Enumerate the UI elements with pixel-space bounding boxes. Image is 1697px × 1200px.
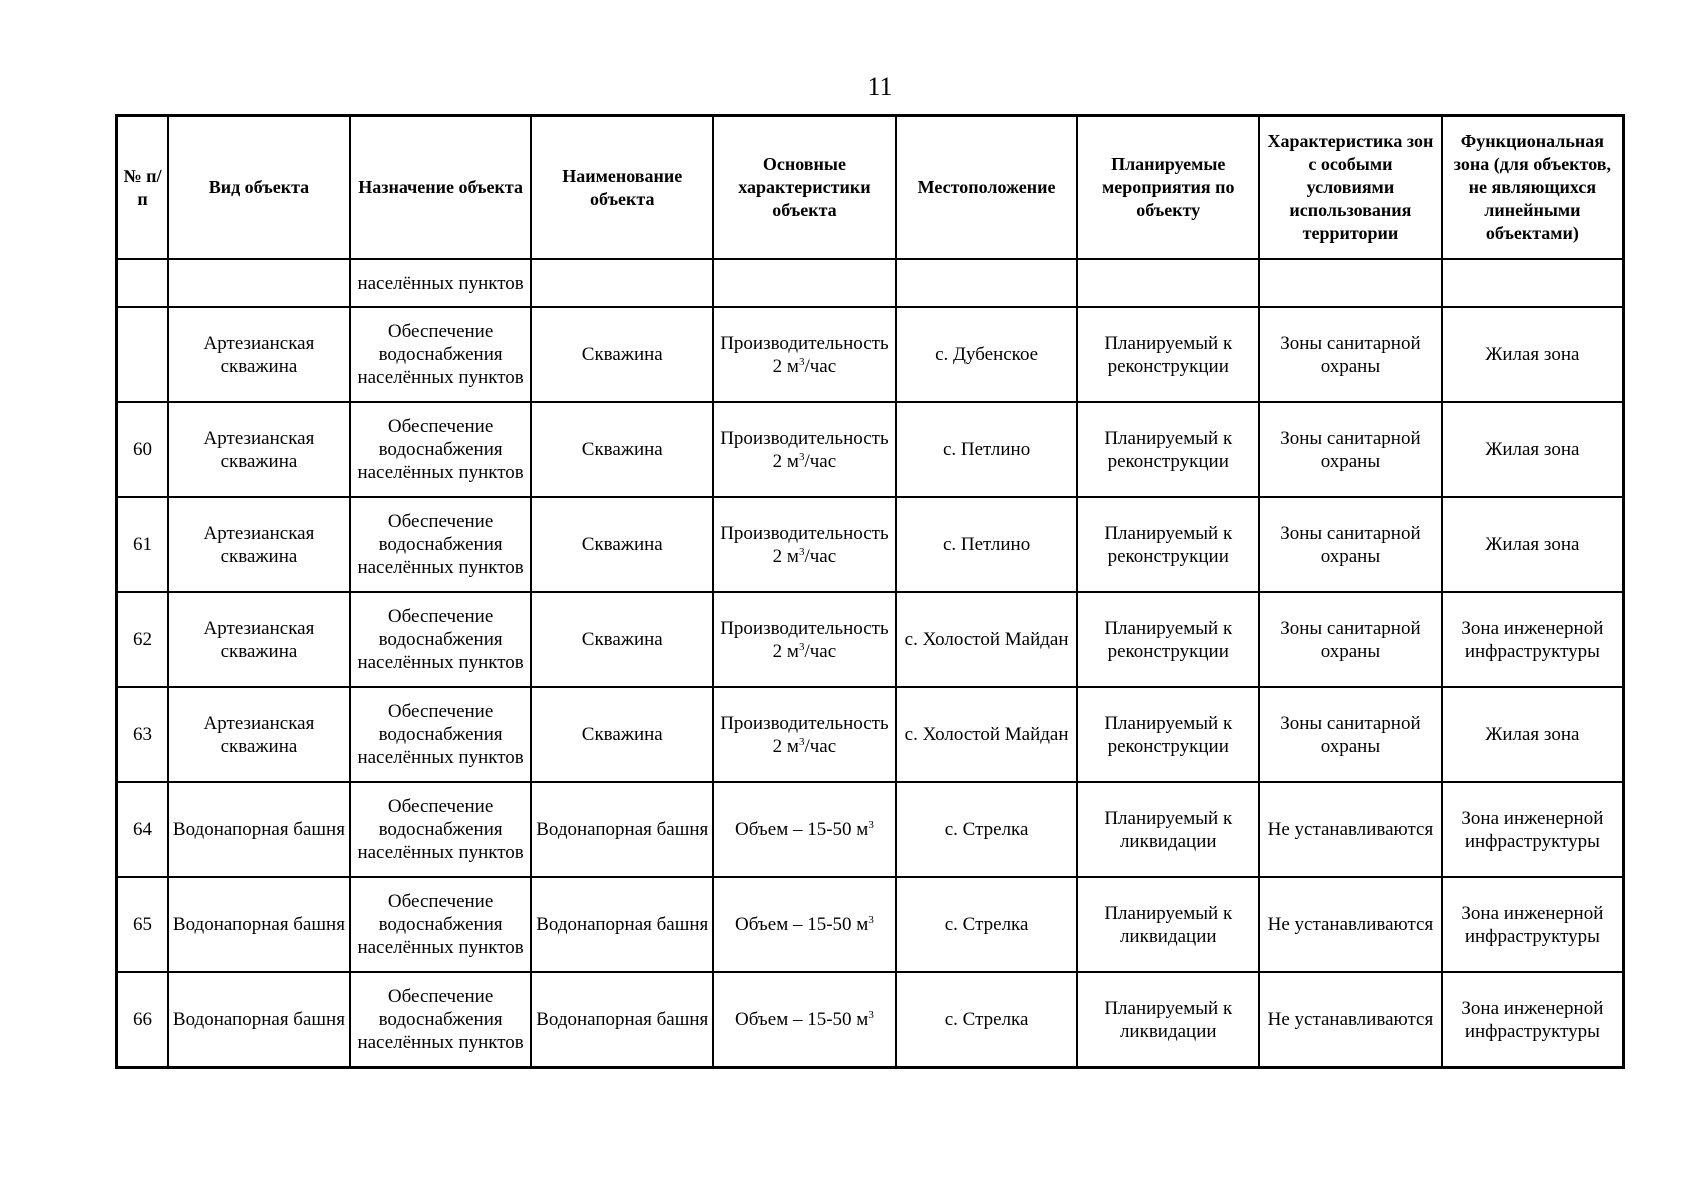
cell-name: Скважина bbox=[531, 307, 713, 402]
cell-zones: Зоны санитарной охраны bbox=[1259, 402, 1442, 497]
characteristics-superscript: 3 bbox=[798, 355, 805, 368]
table-row bbox=[117, 687, 1624, 782]
characteristics-unit: /час bbox=[804, 640, 837, 662]
table-body bbox=[117, 259, 1624, 1068]
cell-functional-zone: Зона инженерной инфраструктуры bbox=[1442, 877, 1624, 972]
cell-num: 65 bbox=[117, 877, 169, 972]
cell-purpose: населённых пунктов bbox=[350, 259, 532, 307]
header-zones: Характеристика зон с особыми условиями использования территории bbox=[1259, 116, 1442, 260]
cell-characteristics bbox=[713, 972, 896, 1068]
cell-kind: Артезианская скважина bbox=[168, 592, 350, 687]
cell-location: с. Стрелка bbox=[896, 877, 1078, 972]
header-location: Местоположение bbox=[896, 116, 1078, 260]
cell-planned: Планируемый к реконструкции bbox=[1077, 687, 1259, 782]
table-row bbox=[117, 307, 1624, 402]
table-row bbox=[117, 782, 1624, 877]
characteristics-text: Производительность 2 м bbox=[720, 332, 889, 377]
cell-purpose: Обеспечение водоснабжения населённых пунктов bbox=[350, 877, 532, 972]
cell-name: Водонапорная башня bbox=[531, 877, 713, 972]
cell-name: Водонапорная башня bbox=[531, 972, 713, 1068]
characteristics-unit: /час bbox=[804, 355, 837, 377]
cell-characteristics bbox=[713, 259, 896, 307]
cell-name: Скважина bbox=[531, 687, 713, 782]
cell-functional-zone: Зона инженерной инфраструктуры bbox=[1442, 972, 1624, 1068]
cell-functional-zone: Жилая зона bbox=[1442, 402, 1624, 497]
cell-planned: Планируемый к реконструкции bbox=[1077, 402, 1259, 497]
cell-planned bbox=[1077, 259, 1259, 307]
cell-characteristics bbox=[713, 592, 896, 687]
cell-name: Скважина bbox=[531, 497, 713, 592]
cell-planned: Планируемый к ликвидации bbox=[1077, 877, 1259, 972]
header-purpose: Назначение объекта bbox=[350, 116, 532, 260]
characteristics-superscript: 3 bbox=[798, 735, 805, 748]
cell-zones: Зоны санитарной охраны bbox=[1259, 687, 1442, 782]
cell-zones: Зоны санитарной охраны bbox=[1259, 307, 1442, 402]
cell-kind: Водонапорная башня bbox=[168, 972, 350, 1068]
cell-purpose: Обеспечение водоснабжения населённых пунктов bbox=[350, 402, 532, 497]
cell-purpose: Обеспечение водоснабжения населённых пунктов bbox=[350, 782, 532, 877]
header-functional-zone: Функциональная зона (для объектов, не являющихся линейными объектами) bbox=[1442, 116, 1624, 260]
characteristics-superscript: 3 bbox=[868, 1009, 874, 1021]
characteristics-unit: /час bbox=[804, 735, 837, 757]
characteristics-text: Производительность 2 м bbox=[720, 712, 889, 757]
cell-location: с. Петлино bbox=[896, 402, 1078, 497]
table-row bbox=[117, 972, 1624, 1068]
cell-zones: Зоны санитарной охраны bbox=[1259, 497, 1442, 592]
header-name: Наименование объекта bbox=[531, 116, 713, 260]
characteristics-superscript: 3 bbox=[798, 450, 805, 463]
cell-kind: Артезианская скважина bbox=[168, 497, 350, 592]
header-num: № п/п bbox=[117, 116, 169, 260]
cell-functional-zone: Жилая зона bbox=[1442, 307, 1624, 402]
cell-functional-zone: Жилая зона bbox=[1442, 687, 1624, 782]
cell-purpose: Обеспечение водоснабжения населённых пунктов bbox=[350, 687, 532, 782]
characteristics-text: Производительность 2 м bbox=[720, 617, 889, 662]
cell-characteristics bbox=[713, 307, 896, 402]
cell-name: Скважина bbox=[531, 402, 713, 497]
cell-planned: Планируемый к реконструкции bbox=[1077, 592, 1259, 687]
characteristics-superscript: 3 bbox=[868, 914, 874, 926]
continuation-row bbox=[117, 259, 1624, 307]
cell-num: 66 bbox=[117, 972, 169, 1068]
cell-num: 64 bbox=[117, 782, 169, 877]
characteristics-superscript: 3 bbox=[798, 545, 805, 558]
characteristics-text: Производительность 2 м bbox=[720, 522, 889, 567]
cell-kind: Водонапорная башня bbox=[168, 877, 350, 972]
objects-table bbox=[115, 114, 1625, 1069]
characteristics-unit: /час bbox=[804, 545, 837, 567]
cell-characteristics bbox=[713, 402, 896, 497]
cell-characteristics bbox=[713, 687, 896, 782]
cell-zones: Не устанавливаются bbox=[1259, 782, 1442, 877]
header-row bbox=[117, 116, 1624, 260]
cell-characteristics bbox=[713, 497, 896, 592]
cell-zones: Зоны санитарной охраны bbox=[1259, 592, 1442, 687]
header-kind: Вид объекта bbox=[168, 116, 350, 260]
header-characteristics: Основные характеристики объекта bbox=[713, 116, 896, 260]
cell-purpose: Обеспечение водоснабжения населённых пунктов bbox=[350, 307, 532, 402]
cell-num bbox=[117, 307, 169, 402]
cell-name: Водонапорная башня bbox=[531, 782, 713, 877]
cell-num: 61 bbox=[117, 497, 169, 592]
cell-num bbox=[117, 259, 169, 307]
cell-kind: Артезианская скважина bbox=[168, 307, 350, 402]
characteristics-unit: /час bbox=[804, 450, 837, 472]
cell-kind bbox=[168, 259, 350, 307]
cell-kind: Водонапорная башня bbox=[168, 782, 350, 877]
cell-location: с. Дубенское bbox=[896, 307, 1078, 402]
cell-name bbox=[531, 259, 713, 307]
cell-purpose: Обеспечение водоснабжения населённых пунктов bbox=[350, 497, 532, 592]
characteristics-text: Производительность 2 м bbox=[720, 427, 889, 472]
cell-functional-zone: Жилая зона bbox=[1442, 497, 1624, 592]
table-header bbox=[117, 116, 1624, 260]
cell-functional-zone: Зона инженерной инфраструктуры bbox=[1442, 592, 1624, 687]
cell-num: 60 bbox=[117, 402, 169, 497]
cell-purpose: Обеспечение водоснабжения населённых пунктов bbox=[350, 592, 532, 687]
cell-characteristics bbox=[713, 782, 896, 877]
cell-characteristics bbox=[713, 877, 896, 972]
cell-planned: Планируемый к реконструкции bbox=[1077, 497, 1259, 592]
cell-location: с. Петлино bbox=[896, 497, 1078, 592]
cell-location: с. Стрелка bbox=[896, 782, 1078, 877]
cell-location: с. Стрелка bbox=[896, 972, 1078, 1068]
cell-functional-zone: Зона инженерной инфраструктуры bbox=[1442, 782, 1624, 877]
cell-zones bbox=[1259, 259, 1442, 307]
cell-num: 62 bbox=[117, 592, 169, 687]
cell-kind: Артезианская скважина bbox=[168, 402, 350, 497]
cell-name: Скважина bbox=[531, 592, 713, 687]
cell-planned: Планируемый к ликвидации bbox=[1077, 782, 1259, 877]
page-number: 11 bbox=[867, 72, 893, 101]
table-row bbox=[117, 592, 1624, 687]
cell-location: с. Холостой Майдан bbox=[896, 592, 1078, 687]
table-row bbox=[117, 497, 1624, 592]
cell-zones: Не устанавливаются bbox=[1259, 877, 1442, 972]
characteristics-text: Объем – 15-50 м bbox=[735, 819, 869, 840]
cell-functional-zone bbox=[1442, 259, 1624, 307]
table-row bbox=[117, 877, 1624, 972]
cell-planned: Планируемый к реконструкции bbox=[1077, 307, 1259, 402]
cell-purpose: Обеспечение водоснабжения населённых пунктов bbox=[350, 972, 532, 1068]
cell-location bbox=[896, 259, 1078, 307]
characteristics-superscript: 3 bbox=[798, 640, 805, 653]
cell-planned: Планируемый к ликвидации bbox=[1077, 972, 1259, 1068]
cell-kind: Артезианская скважина bbox=[168, 687, 350, 782]
characteristics-superscript: 3 bbox=[868, 819, 874, 831]
cell-num: 63 bbox=[117, 687, 169, 782]
table-row bbox=[117, 402, 1624, 497]
characteristics-text: Объем – 15-50 м bbox=[735, 914, 869, 935]
cell-zones: Не устанавливаются bbox=[1259, 972, 1442, 1068]
cell-location: с. Холостой Майдан bbox=[896, 687, 1078, 782]
header-planned: Планируемые мероприятия по объекту bbox=[1077, 116, 1259, 260]
characteristics-text: Объем – 15-50 м bbox=[735, 1009, 869, 1030]
